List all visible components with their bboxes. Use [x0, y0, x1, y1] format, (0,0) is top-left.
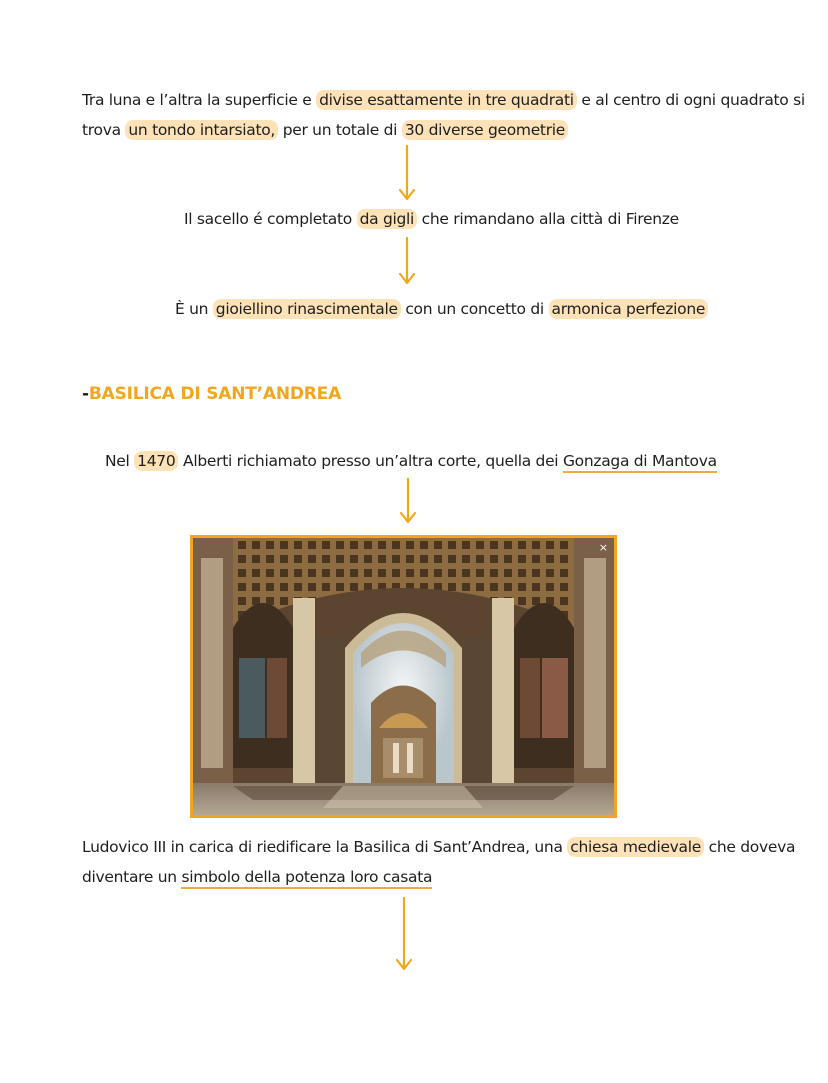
paragraph-line	[82, 833, 795, 861]
text: Tra luna e l’altra la superficie e	[82, 91, 317, 109]
highlight: divise esattamente in tre quadrati	[316, 90, 577, 110]
basilica-illustration	[193, 538, 614, 815]
highlight: chiesa medievale	[567, 837, 704, 857]
text: Il sacello é completato	[184, 210, 357, 228]
highlight: 1470	[134, 451, 178, 471]
text: trova	[82, 121, 126, 139]
paragraph-line	[82, 86, 805, 114]
paragraph-line	[105, 447, 717, 475]
paragraph-line	[184, 205, 679, 233]
section-heading	[82, 384, 341, 404]
paragraph-line	[82, 863, 432, 891]
highlight: 30 diverse geometrie	[402, 120, 568, 140]
close-icon[interactable]: ×	[598, 541, 608, 554]
text: Alberti richiamato presso un’altra corte, quella dei	[178, 452, 563, 470]
text: che doveva	[704, 838, 796, 856]
highlight: da gigli	[357, 209, 417, 229]
text: e al centro di ogni quadrato si	[576, 91, 805, 109]
paragraph-line	[175, 295, 708, 323]
text: È un	[175, 300, 213, 318]
arrow-down-icon	[396, 236, 418, 286]
underline-text: Gonzaga di Mantova	[563, 452, 717, 473]
heading-dash: -	[82, 384, 89, 404]
text: con un concetto di	[400, 300, 549, 318]
highlight: armonica perfezione	[549, 299, 709, 319]
underline-text: simbolo della potenza loro casata	[181, 868, 432, 889]
arrow-down-icon	[397, 477, 419, 525]
text: diventare un	[82, 868, 182, 886]
arrow-down-icon	[393, 896, 415, 972]
basilica-interior-photo	[190, 535, 617, 818]
text: Nel	[105, 452, 135, 470]
text: per un totale di	[278, 121, 402, 139]
heading-title: BASILICA DI SANT’ANDREA	[88, 384, 342, 404]
highlight: gioiellino rinascimentale	[213, 299, 401, 319]
paragraph-line	[82, 116, 568, 144]
text: Ludovico III in carica di riedificare la Basilica di Sant’Andrea, una	[82, 838, 568, 856]
highlight: un tondo intarsiato,	[125, 120, 278, 140]
text: che rimandano alla città di Firenze	[417, 210, 679, 228]
arrow-down-icon	[396, 144, 418, 202]
